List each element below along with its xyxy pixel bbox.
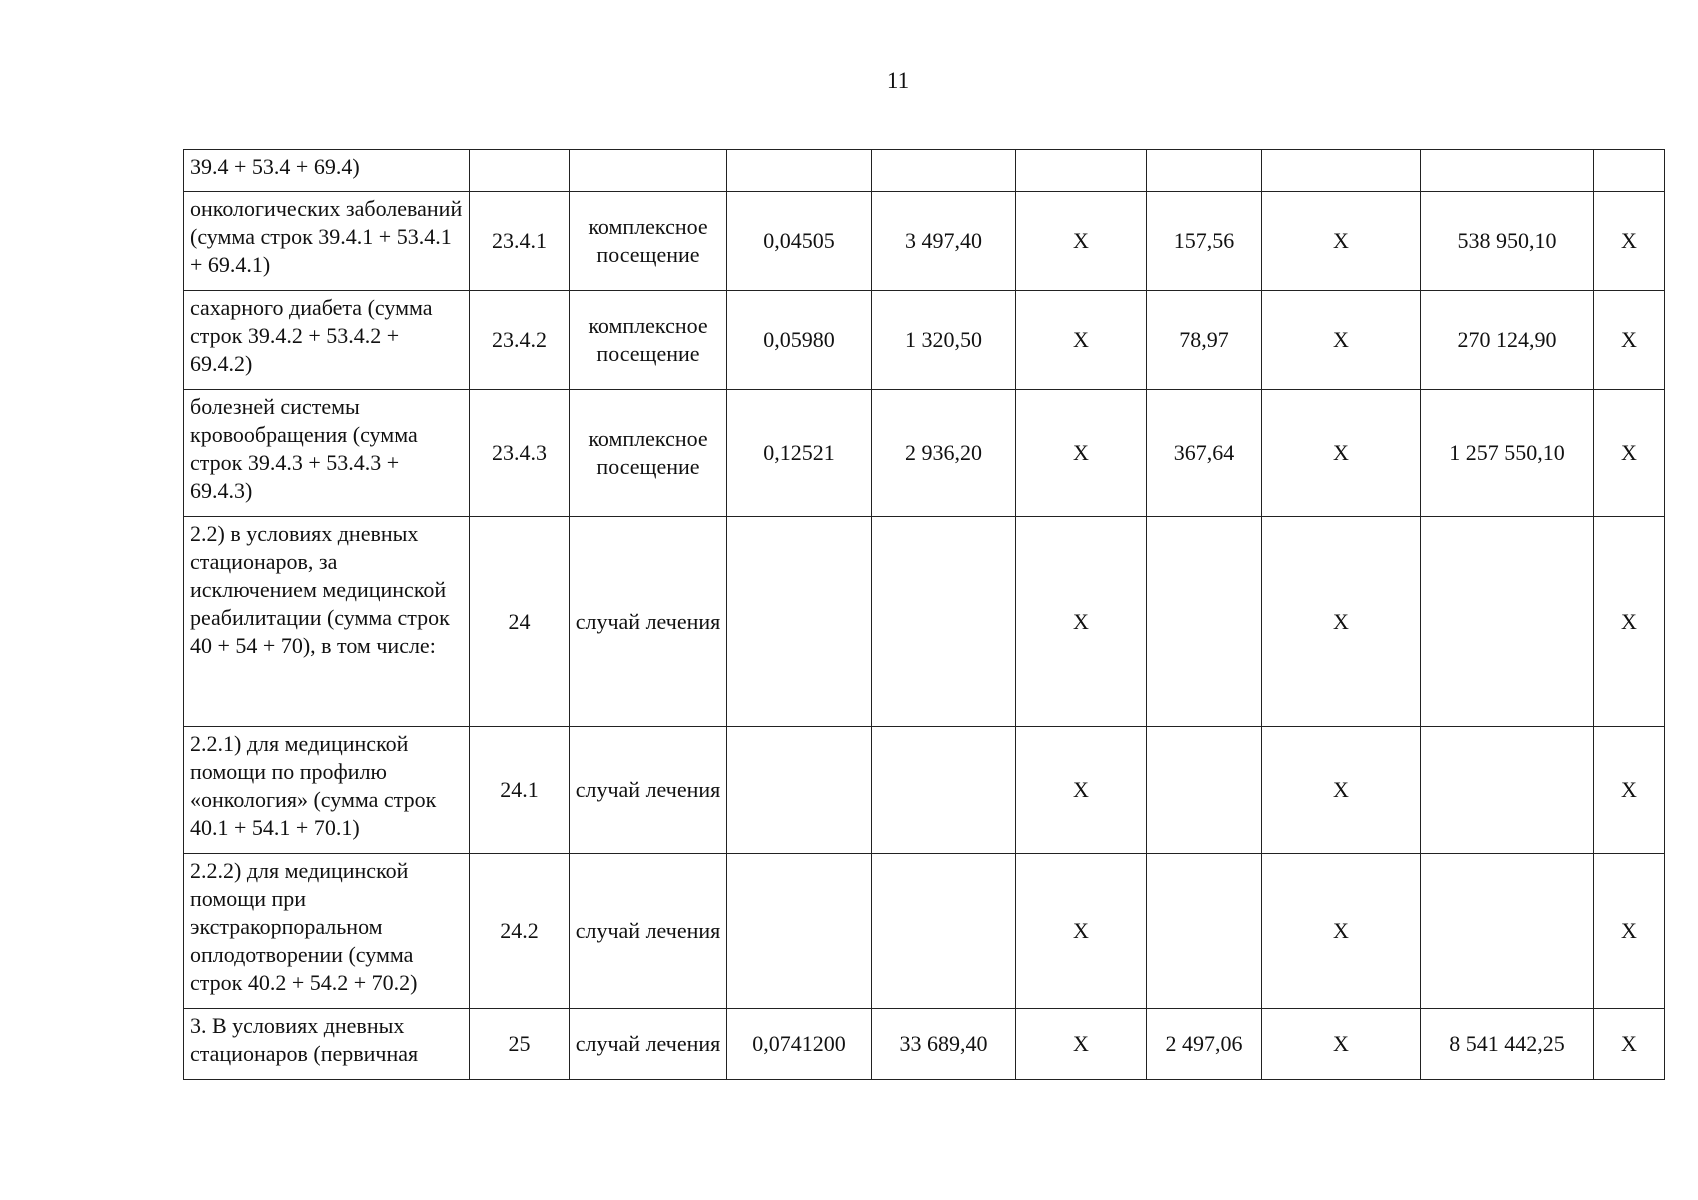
table-row (184, 390, 1665, 517)
row-cost-cell: 1 320,50 (872, 291, 1016, 390)
row-unit-cell: комплексное посещение (570, 192, 727, 291)
row-code-cell: 24.1 (470, 727, 570, 854)
row-code-cell: 23.4.2 (470, 291, 570, 390)
row-unit-cell: случай лечения (570, 1009, 727, 1080)
row-col6-cell: Х (1016, 517, 1147, 727)
row-name-cell: онкологических заболеваний (сумма строк 39.4.1 + 53.4.1 + 69.4.1) (184, 192, 470, 291)
row-col10-cell (1594, 150, 1665, 192)
row-col7-cell: 2 497,06 (1147, 1009, 1262, 1080)
row-code-cell: 23.4.3 (470, 390, 570, 517)
row-col10-cell: Х (1594, 192, 1665, 291)
row-col9-cell (1421, 727, 1594, 854)
table-row (184, 150, 1665, 192)
row-col10-cell: Х (1594, 1009, 1665, 1080)
row-col7-cell (1147, 854, 1262, 1009)
row-cost-cell: 2 936,20 (872, 390, 1016, 517)
row-col9-cell (1421, 517, 1594, 727)
row-col6-cell: Х (1016, 291, 1147, 390)
row-name-cell: 2.2) в условиях дневных стационаров, за исключением медицинской реабилитации (сумма строк 40 + 54 + 70), в том числе: (184, 517, 470, 727)
row-col8-cell: Х (1262, 390, 1421, 517)
row-col8-cell (1262, 150, 1421, 192)
row-col8-cell: Х (1262, 854, 1421, 1009)
row-norm-cell (727, 150, 872, 192)
row-col6-cell (1016, 150, 1147, 192)
row-cost-cell (872, 517, 1016, 727)
table-row (184, 727, 1665, 854)
row-col10-cell: Х (1594, 727, 1665, 854)
row-unit-cell: случай лечения (570, 727, 727, 854)
row-unit-cell: комплексное посещение (570, 291, 727, 390)
row-col9-cell: 8 541 442,25 (1421, 1009, 1594, 1080)
row-col10-cell: Х (1594, 291, 1665, 390)
row-col7-cell (1147, 150, 1262, 192)
row-unit-cell: комплексное посещение (570, 390, 727, 517)
row-code-cell: 23.4.1 (470, 192, 570, 291)
row-col6-cell: Х (1016, 854, 1147, 1009)
table-row (184, 291, 1665, 390)
row-norm-cell: 0,12521 (727, 390, 872, 517)
row-col6-cell: Х (1016, 1009, 1147, 1080)
row-unit-cell (570, 150, 727, 192)
row-col8-cell: Х (1262, 727, 1421, 854)
row-col6-cell: Х (1016, 727, 1147, 854)
table-row (184, 854, 1665, 1009)
row-cost-cell (872, 854, 1016, 1009)
row-col8-cell: Х (1262, 192, 1421, 291)
row-col9-cell: 538 950,10 (1421, 192, 1594, 291)
row-col7-cell: 78,97 (1147, 291, 1262, 390)
row-norm-cell (727, 854, 872, 1009)
row-name-cell: сахарного диабета (сумма строк 39.4.2 + 53.4.2 + 69.4.2) (184, 291, 470, 390)
row-col9-cell (1421, 854, 1594, 1009)
row-col7-cell (1147, 517, 1262, 727)
row-cost-cell: 3 497,40 (872, 192, 1016, 291)
row-col9-cell: 1 257 550,10 (1421, 390, 1594, 517)
row-col10-cell: Х (1594, 854, 1665, 1009)
row-code-cell: 25 (470, 1009, 570, 1080)
row-col6-cell: Х (1016, 390, 1147, 517)
row-col9-cell (1421, 150, 1594, 192)
table-row (184, 192, 1665, 291)
row-name-cell: 39.4 + 53.4 + 69.4) (184, 150, 470, 192)
row-name-cell: 2.2.1) для медицинской помощи по профилю «онкология» (сумма строк 40.1 + 54.1 + 70.1) (184, 727, 470, 854)
row-code-cell: 24.2 (470, 854, 570, 1009)
row-col6-cell: Х (1016, 192, 1147, 291)
row-unit-cell: случай лечения (570, 517, 727, 727)
row-col10-cell: Х (1594, 390, 1665, 517)
row-col8-cell: Х (1262, 517, 1421, 727)
row-unit-cell: случай лечения (570, 854, 727, 1009)
row-col7-cell: 367,64 (1147, 390, 1262, 517)
row-col7-cell (1147, 727, 1262, 854)
table-row (184, 1009, 1665, 1080)
row-name-cell: болезней системы кровообращения (сумма строк 39.4.3 + 53.4.3 + 69.4.3) (184, 390, 470, 517)
data-table (183, 149, 1665, 1080)
row-norm-cell: 0,04505 (727, 192, 872, 291)
row-cost-cell: 33 689,40 (872, 1009, 1016, 1080)
table-row (184, 517, 1665, 727)
row-col8-cell: Х (1262, 291, 1421, 390)
row-col7-cell: 157,56 (1147, 192, 1262, 291)
row-name-cell: 3. В условиях дневных стационаров (первичная (184, 1009, 470, 1080)
row-cost-cell (872, 150, 1016, 192)
row-norm-cell: 0,0741200 (727, 1009, 872, 1080)
row-col8-cell: Х (1262, 1009, 1421, 1080)
row-code-cell: 24 (470, 517, 570, 727)
row-code-cell (470, 150, 570, 192)
row-cost-cell (872, 727, 1016, 854)
row-norm-cell: 0,05980 (727, 291, 872, 390)
row-norm-cell (727, 727, 872, 854)
row-col10-cell: Х (1594, 517, 1665, 727)
row-name-cell: 2.2.2) для медицинской помощи при экстракорпоральном оплодотворении (сумма строк 40.2 + 54.2 + 70.2) (184, 854, 470, 1009)
page-number: 11 (886, 68, 910, 93)
row-norm-cell (727, 517, 872, 727)
row-col9-cell: 270 124,90 (1421, 291, 1594, 390)
